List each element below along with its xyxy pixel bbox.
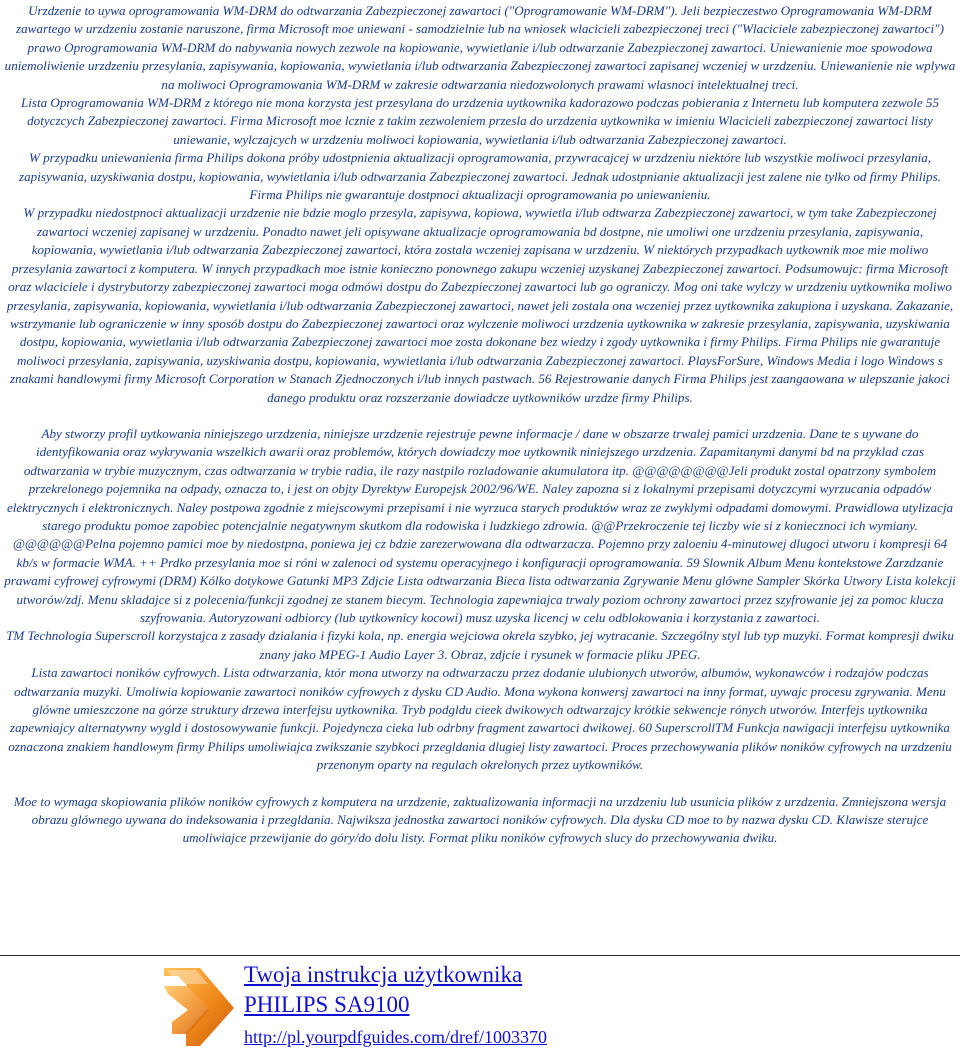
paragraph-gap xyxy=(4,775,956,793)
paragraph-gap xyxy=(4,407,956,425)
manual-url-link[interactable]: http://pl.yourpdfguides.com/dref/1003370 xyxy=(244,1027,547,1047)
paragraph-philips-update: W przypadku uniewanienia firma Philips dokona próby udostpnienia aktualizacji oprogramowania, przywracajcej w urzdzeniu niektóre lub wszystkie moliwoci przesylania, zapisywania, uzyskiwania dostpu, kopiowania, wywietlania i/lub odtwarzania Zabezpieczonej zawartoci. Jednak udostpnianie aktualizacji jest zalene nie tylko od firmy Philips. Firma Philips nie gwarantuje dostpnoci aktualizacji oprogramowania po uniewanieniu. xyxy=(19,150,941,203)
paragraph-glossary-list: Lista zawartoci noników cyfrowych. Lista odtwarzania, któr mona utworzy na odtwarzaczu przez dodanie ulubionych utworów, albumów, wykonawców i rodzajów podczas odtwarzania muzyki. Umoliwia kopiowanie zawartoci noników cyfrowych z dysku CD Audio. Mona wykona konwersj zawartoci na inny format, uywajc procesu zgrywania. Menu glówne umieszczone na górze struktury drzewa interfejsu uytkownika. Tryb podgldu cieek dwikowych odtwarzajcy krótkie sekwencje rónych utworów. Interfejs uytkownika zapewniajcy alternatywny wygld i dostosowywanie funkcji. Pojedyncza cieka lub odrbny fragment zawartoci dwikowej. 60 SuperscrollTM Funkcja nawigacji interfejsu uytkownika oznaczona znakiem handlowym firmy Philips umoliwiajca zwikszanie szybkoci przegldania dlugiej listy zawartoci. Proces przechowywania plików noników cyfrowych na urzdzeniu przenonym oparty na regulach okrelonych przez uytkowników. xyxy=(8,665,952,773)
document-body xyxy=(4,2,956,848)
footer xyxy=(0,955,960,1058)
paragraph-usage-profile: Aby stworzy profil uytkowania niniejszego urzdzenia, niniejsze urzdzenie rejestruje pewne informacje / dane w obszarze trwalej pamici urzdzenia. Dane te s uywane do identyfikowania oraz wykrywania wszelkich awarii oraz problemów, których dowiadczy moe uytkownik niniejszego urzdzenia. Zapamitanymi danymi bd na przyklad czas odtwarzania w trybie muzycznym, czas odtwarzania w trybie radia, ile razy nastpilo rozladowanie akumulatora itp. @@@@@@@@Jeli produkt zostal opatrzony symbolem przekrelonego pojemnika na odpady, oznacza to, i jest on objty Dyrektyw Europejsk 2002/96/WE. Naley zapozna si z lokalnymi przepisami dotyczcymi wyrzucania odpadów elektrycznych i elektronicznych. Naley postpowa zgodnie z miejscowymi przepisami i nie wyrzuca starych produktów wraz ze zwyklymi odpadami domowymi. Prawidlowa utylizacja starego produktu pomoe zapobiec potencjalnie negatywnym skutkom dla rodowiska i ludzkiego zdrowia. @@Przekroczenie tej liczby wie si z koniecznoci ich wymiany. @@@@@@Pelna pojemno pamici moe by niedostpna, poniewa jej cz bdzie zarezerwowana dla odtwarzacza. Pojemno przy zaloeniu 4-minutowej dlugoci utworu i kompresji 64 kb/s w formacie WMA. ++ Prdko przesylania moe si róni w zalenoci od systemu operacyjnego i konfiguracji oprogramowania. 59 Slownik Album Menu kontekstowe Zarzdzanie prawami cyfrowej cyfrowymi (DRM) Kólko dotykowe Gatunki MP3 Zdjcie Lista odtwarzania Bieca lista odtwarzania Zgrywanie Menu glówne Sampler Skórka Utwory Lista kolekcji utworów/zdj. Menu skladajce si z polecenia/funkcji zgodnej ze stanem biecym. Technologia zapewniajca trwaly poziom ochrony zawartoci przez szyfrowanie jej za pomoc klucza szyfrowania. Autoryzowani odbiorcy (lub uytkownicy kocowi) musz uzyska licencj w celu odblokowania i korzystania z zawartoci. xyxy=(4,425,956,625)
paragraph-glossary-end: Moe to wymaga skopiowania plików noników cyfrowych z komputera na urzdzenie, zaktualizowania informacji na urzdzeniu lub usunicia plików z urzdzenia. Zmniejszona wersja obrazu glównego uywana do indeksowania i przegldania. Najwiksza jednostka zawartoci noników cyfrowych. Dla dysku CD moe to by nazwa dysku CD. Klawisze sterujce umoliwiajce przewijanie do góry/do dolu listy. Format pliku noników cyfrowych slucy do przechowywania dwiku. xyxy=(13,793,947,846)
paragraph-update-unavailable: W przypadku niedostpnoci aktualizacji urzdzenie nie bdzie moglo przesyla, zapisywa, kopiowa, wywietla i/lub odtwarza Zabezpieczonej zawartoci, w tym take Zabezpieczonej zawartoci wczeniej zapisanej w urzdzeniu. Ponadto nawet jeli opisywane aktualizacje oprogramowania bd dostpne, nie umoliwi one urzdzeniu przesylania, zapisywania, kopiowania, wywietlania i/lub odtwarzania Zabezpieczonej zawartoci, która zostala wczeniej zapisana w urzdzeniu. W niektórych przypadkach uytkownik moe mie moliwo przesylania zawartoci z komputera. W innych przypadkach moe istnie konieczno ponownego zakupu wczeniej uzyskanej Zabezpieczonej zawartoci. Podsumowujc: firma Microsoft oraz wlaciciele i dystrybutorzy zabezpieczonej zawartoci moga odmówi dostpu do Zabezpieczonej zawartoci lub go ograniczy. Mog oni take wylczy w urzdzeniu uytkownika moliwo przesylania, zapisywania, kopiowania, wywietlania i/lub odtwarzania Zabezpieczonej zawartoci, nawet jeli zostala ona wczeniej przez uytkownika zakupiona i uzyskana. Zakazanie, wstrzymanie lub ograniczenie w inny sposób dostpu do Zabezpieczonej zawartoci oraz wylczenie moliwoci urzdzenia uytkownika w zakresie przesylania, zapisywania, uzyskiwania dostpu, kopiowania, wywietlania i/lub odtwarzania Zabezpieczonej zawartoci moe zosta dokonane bez wiedzy i zgody uytkownika i firmy Philips. Firma Philips nie gwarantuje moliwoci przesylania, zapisywania, uzyskiwania dostpu, kopiowania, wywietlania i/lub odtwarzania Zabezpieczonej zawartoci. PlaysForSure, Windows Media i logo Windows s znakami handlowymi firmy Microsoft Corporation w Stanach Zjednoczonych i/lub innych pastwach. 56 Rejestrowanie danych Firma Philips jest zaangaowana w ulepszanie jakoci danego produktu oraz rozszerzanie dowiadcze uytkowników urzdze firmy Philips. xyxy=(6,205,954,405)
arrow-logo-icon xyxy=(158,962,238,1050)
footer-links xyxy=(244,960,547,1052)
manual-title-link[interactable]: Twoja instrukcja użytkownika xyxy=(244,962,523,987)
product-name-link[interactable]: PHILIPS SA9100 xyxy=(244,992,410,1017)
paragraph-wm-drm-intro: Urzdzenie to uywa oprogramowania WM-DRM do odtwarzania Zabezpieczonej zawartoci ("Oprogramowanie WM-DRM"). Jeli bezpieczestwo Oprogramowania WM-DRM zawartego w urzdzeniu zostanie naruszone, firma Microsoft moe uniewani - samodzielnie lub na wniosek wlacicieli zabezpieczonej treci ("Wlaciciele zabezpieczonej zawartoci") prawo Oprogramowania WM-DRM do nabywania nowych zezwole na kopiowanie, wywietlanie i/lub odtwarzanie Zabezpieczonej zawartoci. Uniewanienie moe spowodowa uniemoliwienie urzdzeniu przesylania, zapisywania, kopiowania, wywietlania i/lub odtwarzania Zabezpieczonej zawartoci zapisanej wczeniej w urzdzeniu. Uniewanienie nie wplywa na moliwoci Oprogramowania WM-DRM w zakresie odtwarzania niedozwolonych prawami wlasnoci intelektualnej treci. xyxy=(4,3,956,92)
paragraph-revocation-list: Lista Oprogramowania WM-DRM z którego nie mona korzysta jest przesylana do urzdzenia uytkownika kadorazowo podczas pobierania z Internetu lub komputera zezwole 55 dotyczcych Zabezpieczonej zawartoci. Firma Microsoft moe lcznie z takim zezwoleniem przesla do urzdzenia uytkownika w imieniu Wlacicieli zabezpieczonej zawartoci listy uniewanie, wylczajcych w urzdzeniu moliwoci kopiowania, wywietlania i/lub odtwarzania Zabezpieczonej zawartoci. xyxy=(20,95,940,147)
paragraph-superscroll-tm: TM Technologia Superscroll korzystajca z zasady dzialania i fizyki kola, np. energia wejciowa okrela szybko, jej wytracanie. Szczególny styl lub typ muzyki. Format kompresji dwiku znany jako MPEG-1 Audio Layer 3. Obraz, zdjcie i rysunek w formacie pliku JPEG. xyxy=(6,628,954,662)
footer-divider xyxy=(0,955,960,956)
